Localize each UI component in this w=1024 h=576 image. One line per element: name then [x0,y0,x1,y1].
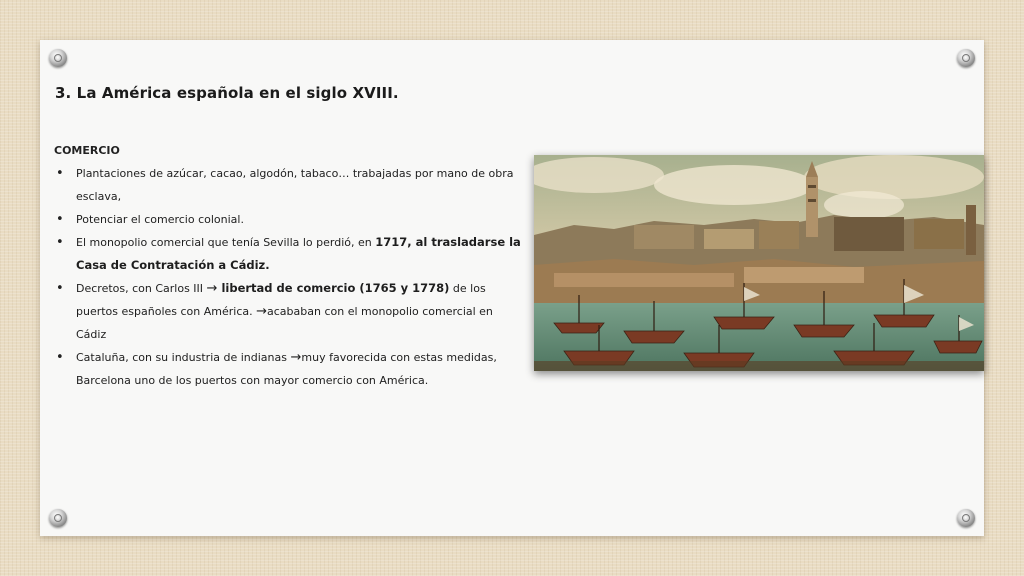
bullet-text: Plantaciones de azúcar, cacao, algodón, tabaco… trabajadas por mano de obra esclava, [76,167,514,203]
pushpin-icon [957,509,975,527]
bullet-item [54,346,524,392]
bullet-bold-text: libertad de comercio (1765 y 1778) [217,281,450,295]
painting-image [534,155,984,371]
bullet-text: El monopolio comercial que tenía Sevilla lo perdió, en [76,236,376,249]
painting-port-of-seville [534,155,984,371]
slide-title: 3. La América española en el siglo XVIII. [55,84,399,102]
bullet-item [54,208,524,231]
bullet-list [54,162,524,392]
pushpin-icon [49,49,67,67]
bullet-year: 1717 [375,235,408,249]
bullet-text: Cataluña, con su industria de indianas [76,351,291,364]
right-arrow-icon: → [256,304,268,319]
bullet-text: muy favorecida con estas medidas, Barcelona uno de los puertos con mayor comercio con América. [76,351,497,387]
bullet-item [54,162,524,208]
bullet-item [54,231,524,277]
bullet-text: acababan con el monopolio comercial en Cádiz [76,305,493,341]
bullet-bold-text: , al trasladarse la Casa de Contratación a Cádiz. [76,235,521,272]
pushpin-icon [49,509,67,527]
bullet-text: Decretos, con Carlos III [76,282,207,295]
slide-card [40,40,984,536]
pushpin-icon [957,49,975,67]
bullet-text: Potenciar el comercio colonial. [76,213,244,226]
right-arrow-icon: → [206,281,218,296]
bullet-text: de los puertos españoles con América. [76,282,486,318]
bullet-item [54,277,524,346]
section-heading: COMERCIO [54,144,120,157]
right-arrow-icon: → [290,350,302,365]
